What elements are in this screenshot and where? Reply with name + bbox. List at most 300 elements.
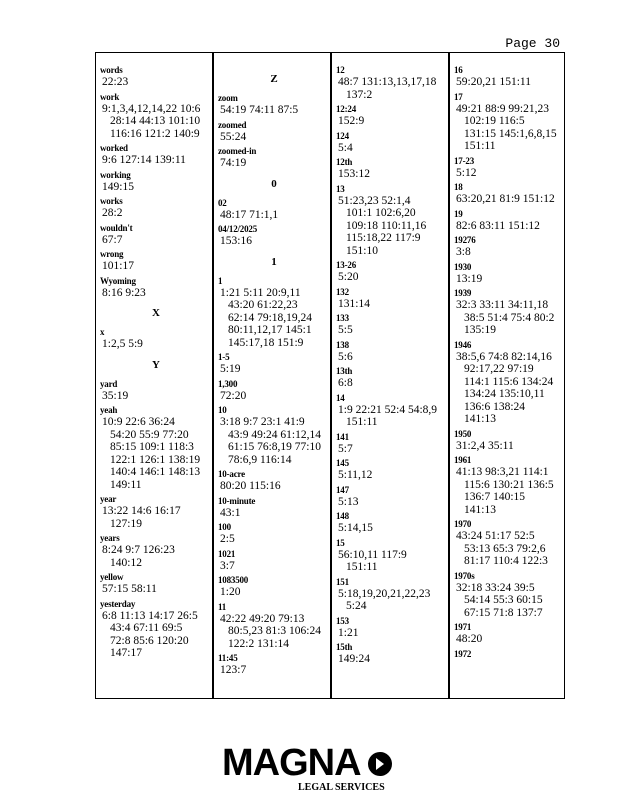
- ref-line: 9:1,3,4,12,14,22 10:6: [102, 102, 201, 115]
- ref-line: 114:1 115:6 134:24: [464, 375, 554, 388]
- ref-line: 1:9 22:21 52:4 54:8,9: [338, 403, 438, 416]
- index-entry: [336, 511, 448, 535]
- index-term: work: [100, 91, 120, 102]
- ref-line: 153:12: [338, 168, 370, 180]
- index-entry: [336, 616, 448, 640]
- index-term: 1961: [454, 455, 472, 465]
- ref-line: 32:18 33:24 39:5: [456, 581, 535, 594]
- index-refs: [336, 271, 448, 284]
- index-entry: [336, 642, 448, 666]
- index-refs: [218, 390, 330, 403]
- ref-line: 57:15 58:11: [102, 583, 157, 595]
- ref-line: 127:19: [110, 517, 142, 530]
- ref-line: 28:2: [102, 207, 123, 219]
- index-entry: [336, 157, 448, 181]
- index-term: year: [100, 494, 117, 504]
- ref-line: 115:6 130:21 136:5: [464, 478, 554, 491]
- ref-line: 122:1 126:1 138:19: [110, 453, 201, 466]
- section-letter: Y: [152, 358, 160, 371]
- index-term: words: [100, 65, 123, 75]
- index-refs: [454, 220, 564, 233]
- ref-line: 48:17 71:1,1: [220, 208, 279, 221]
- section-letter: 0: [271, 177, 277, 190]
- index-term: 10-acre: [218, 469, 245, 479]
- index-term: 100: [218, 522, 231, 532]
- index-term: 1970: [454, 519, 472, 529]
- index-refs: [218, 416, 330, 466]
- ref-line: 140:4 146:1 148:13: [110, 466, 201, 478]
- index-term: 13th: [336, 366, 353, 376]
- index-term: 17-23: [454, 155, 474, 166]
- ref-line: 101:17: [102, 260, 134, 272]
- index-entry: [336, 432, 448, 456]
- ref-line: 13:22 14:6 16:17: [102, 505, 181, 517]
- index-entry: [218, 224, 330, 248]
- ref-line: 22:23: [102, 76, 129, 88]
- index-refs: [100, 154, 212, 167]
- index-entry: [218, 602, 330, 651]
- index-term: yeah: [100, 405, 118, 415]
- ref-line: 1:21: [338, 626, 359, 639]
- ref-line: 123:7: [220, 664, 247, 676]
- ref-line: 115:18,22 117:9: [346, 232, 421, 244]
- arrow-circle-icon: [368, 752, 392, 776]
- ref-line: 9:6 127:14 139:11: [102, 154, 186, 166]
- index-entry: [100, 379, 212, 403]
- ref-line: 5:4: [338, 141, 353, 154]
- ref-line: 5:5: [338, 324, 353, 336]
- index-term: 145: [336, 458, 349, 468]
- index-term: 1970s: [454, 570, 475, 581]
- index-term: 11:45: [218, 653, 238, 663]
- index-refs: [454, 440, 564, 453]
- index-term: works: [100, 196, 123, 206]
- index-entry: [454, 571, 564, 620]
- ref-line: 147:17: [110, 647, 142, 659]
- index-term: 18: [454, 182, 463, 192]
- index-entry: [336, 366, 448, 390]
- ref-line: 136:6 138:24: [464, 400, 526, 413]
- index-term: 153: [336, 615, 349, 626]
- ref-line: 5:24: [346, 600, 367, 612]
- ref-line: 48:7 131:13,13,17,18: [338, 76, 437, 88]
- section-letter: 1: [271, 255, 277, 268]
- index-entry: [454, 182, 564, 206]
- ref-line: 3:8: [456, 246, 471, 258]
- index-column-1: [96, 53, 212, 698]
- ref-line: 149:24: [338, 653, 370, 665]
- index-refs: [100, 287, 212, 300]
- ref-line: 43:20 61:22,23: [228, 299, 298, 311]
- index-entry: [100, 599, 212, 660]
- index-term: 1939: [454, 288, 472, 298]
- ref-line: 53:13 65:3 79:2,6: [464, 542, 546, 555]
- index-entry: [336, 538, 448, 574]
- ref-line: 149:11: [110, 478, 142, 491]
- index-refs: [336, 496, 448, 509]
- index-refs: [454, 246, 564, 259]
- index-refs: [336, 627, 448, 640]
- index-refs: [218, 507, 330, 520]
- ref-line: 5:14,15: [338, 522, 373, 534]
- index-term: yellow: [100, 572, 124, 582]
- ref-line: 3:18 9:7 23:1 41:9: [220, 416, 305, 428]
- ref-line: 5:19: [220, 363, 241, 375]
- index-refs: [336, 76, 448, 101]
- ref-line: 54:14 55:3 60:15: [464, 594, 543, 606]
- ref-line: 5:20: [338, 271, 359, 283]
- index-refs: [336, 142, 448, 155]
- index-term: 16: [454, 65, 463, 75]
- index-entry: [100, 170, 212, 194]
- index-refs: [336, 443, 448, 456]
- ref-line: 13:19: [456, 272, 483, 285]
- index-refs: [100, 505, 212, 530]
- ref-line: 43:1: [220, 506, 241, 519]
- ref-line: 116:16 121:2 140:9: [110, 127, 200, 140]
- ref-line: 136:7 140:15: [464, 491, 526, 503]
- ref-line: 3:7: [220, 559, 235, 572]
- index-refs: [454, 167, 564, 180]
- index-term: 15: [336, 537, 345, 548]
- index-term: 138: [336, 339, 349, 350]
- index-term: 02: [218, 197, 227, 208]
- index-term: 1021: [218, 548, 236, 559]
- index-term: 147: [336, 484, 349, 495]
- index-refs: [218, 363, 330, 376]
- index-entry: [454, 288, 564, 337]
- ref-line: 28:14 44:13 101:10: [110, 115, 201, 127]
- ref-line: 80:5,23 81:3 106:24: [228, 625, 321, 637]
- index-entry: [218, 379, 330, 403]
- index-column-2: [212, 53, 330, 698]
- index-entry: [336, 393, 448, 429]
- ref-line: 6:8 11:13 14:17 26:5: [102, 609, 198, 622]
- index-entry: [336, 577, 448, 613]
- index-term: zoomed: [218, 119, 247, 130]
- index-refs: [218, 287, 330, 350]
- index-entry: [454, 622, 564, 646]
- index-entry: [100, 276, 212, 300]
- index-refs: [218, 664, 330, 677]
- index-column-3: [330, 53, 448, 698]
- index-refs: [218, 104, 330, 117]
- ref-line: 149:15: [102, 180, 134, 193]
- index-term: Wyoming: [100, 275, 136, 286]
- index-refs: [336, 469, 448, 482]
- index-refs: [336, 351, 448, 364]
- index-refs: [454, 273, 564, 286]
- index-refs: [100, 544, 212, 569]
- index-refs: [336, 298, 448, 311]
- ref-line: 41:13 98:3,21 114:1: [456, 466, 549, 478]
- logo-wordmark: MAGNA: [222, 742, 361, 784]
- index-entry: [218, 146, 330, 170]
- index-entry: [454, 649, 564, 660]
- index-entry: [454, 156, 564, 180]
- index-entry: [100, 533, 212, 569]
- index-term: 12:24: [336, 104, 356, 114]
- index-entry: [336, 65, 448, 101]
- index-entry: [100, 196, 212, 220]
- index-term: zoom: [218, 93, 238, 103]
- index-entry: [218, 522, 330, 546]
- ref-line: 135:19: [464, 324, 496, 336]
- index-term: working: [100, 169, 131, 180]
- index-refs: [100, 207, 212, 220]
- ref-line: 35:19: [102, 389, 129, 402]
- ref-line: 54:19 74:11 87:5: [220, 104, 299, 116]
- index-term: 141: [336, 431, 349, 442]
- ref-line: 1:21 5:11 20:9,11: [220, 286, 301, 299]
- ref-line: 134:24 135:10,11: [464, 388, 545, 400]
- index-refs: [218, 131, 330, 144]
- index-term: wrong: [100, 249, 124, 259]
- logo-subtext: LEGAL SERVICES: [298, 782, 385, 793]
- ref-line: 67:7: [102, 233, 123, 246]
- index-refs: [100, 234, 212, 247]
- index-term: 17: [454, 91, 463, 102]
- index-refs: [336, 377, 448, 390]
- index-refs: [336, 653, 448, 666]
- index-term: 1971: [454, 622, 472, 632]
- index-term: 1972: [454, 648, 472, 659]
- index-refs: [218, 157, 330, 170]
- index-entry: [100, 494, 212, 530]
- index-entry: [218, 276, 330, 350]
- index-entry: [454, 519, 564, 568]
- index-entry: [454, 455, 564, 516]
- index-refs: [218, 613, 330, 651]
- index-entry: [100, 92, 212, 141]
- index-entry: [454, 65, 564, 89]
- index-entry: [218, 549, 330, 573]
- ref-line: 153:16: [220, 235, 252, 247]
- index-entry: [100, 223, 212, 247]
- index-entry: [336, 104, 448, 128]
- index-entry: [218, 352, 330, 376]
- index-refs: [100, 610, 212, 660]
- ref-line: 102:19 116:5: [464, 115, 525, 127]
- index-term: 15th: [336, 642, 353, 652]
- index-term: yard: [100, 378, 118, 389]
- ref-line: 38:5,6 74:8 82:14,16: [456, 350, 552, 363]
- ref-line: 140:12: [110, 556, 142, 569]
- index-refs: [100, 338, 212, 351]
- ref-line: 151:11: [346, 416, 378, 428]
- index-term: 133: [336, 313, 349, 323]
- ref-line: 5:6: [338, 350, 353, 363]
- index-term: 12th: [336, 157, 353, 167]
- index-entry: [218, 575, 330, 599]
- index-term: 124: [336, 130, 349, 141]
- index-entry: [336, 313, 448, 337]
- index-term: years: [100, 533, 120, 543]
- index-term: 10-minute: [218, 495, 256, 506]
- index-term: 04/12/2025: [218, 224, 258, 234]
- index-refs: [100, 181, 212, 194]
- ref-line: 152:9: [338, 115, 365, 127]
- index-term: 11: [218, 601, 227, 612]
- index-entry: [100, 65, 212, 89]
- index-term: 1950: [454, 428, 472, 439]
- index-term: worked: [100, 143, 128, 153]
- ref-line: 1:2,5 5:9: [102, 338, 143, 350]
- index-refs: [100, 260, 212, 273]
- index-term: 1946: [454, 339, 472, 350]
- ref-line: 101:1 102:6,20: [346, 207, 416, 219]
- page-number: Page 30: [505, 36, 560, 51]
- ref-line: 43:4 67:11 69:5: [110, 622, 183, 634]
- index-entry: [454, 429, 564, 453]
- index-entry: [100, 572, 212, 596]
- ref-line: 1:20: [220, 586, 241, 598]
- ref-line: 151:11: [346, 561, 378, 573]
- ref-line: 151:11: [464, 140, 496, 152]
- index-refs: [218, 560, 330, 573]
- index-refs: [336, 115, 448, 128]
- index-entry: [218, 93, 330, 117]
- index-refs: [454, 193, 564, 206]
- ref-line: 59:20,21 151:11: [456, 76, 531, 88]
- index-term: 13-26: [336, 260, 356, 270]
- index-refs: [454, 466, 564, 516]
- index-entry: [336, 131, 448, 155]
- ref-line: 5:7: [338, 442, 353, 455]
- ref-line: 81:17 110:4 122:3: [464, 555, 548, 567]
- index-term: 1-5: [218, 352, 230, 362]
- index-refs: [454, 103, 564, 153]
- index-entry: [218, 120, 330, 144]
- index-entry: [218, 405, 330, 466]
- ref-line: 32:3 33:11 34:11,18: [456, 299, 549, 311]
- index-entry: [336, 184, 448, 258]
- index-refs: [454, 633, 564, 646]
- index-refs: [454, 351, 564, 426]
- index-term: 1,300: [218, 378, 238, 389]
- index-refs: [218, 235, 330, 248]
- ref-line: 131:15 145:1,6,8,15: [464, 127, 557, 140]
- index-term: 1: [218, 275, 223, 286]
- index-term: 14: [336, 392, 345, 403]
- index-refs: [336, 404, 448, 429]
- ref-line: 74:19: [220, 157, 247, 169]
- ref-line: 8:16 9:23: [102, 286, 146, 299]
- ref-line: 49:21 88:9 99:21,23: [456, 102, 549, 115]
- index-entry: [454, 235, 564, 259]
- ref-line: 72:20: [220, 389, 247, 402]
- ref-line: 80:20 115:16: [220, 480, 281, 492]
- ref-line: 82:6 83:11 151:12: [456, 219, 540, 232]
- ref-line: 5:12: [456, 166, 477, 179]
- ref-line: 43:9 49:24 61:12,14: [228, 428, 321, 441]
- ref-line: 145:17,18 151:9: [228, 336, 304, 349]
- index-refs: [100, 390, 212, 403]
- index-box: [95, 52, 565, 699]
- ref-line: 63:20,21 81:9 151:12: [456, 193, 555, 205]
- index-refs: [454, 76, 564, 89]
- ref-line: 54:20 55:9 77:20: [110, 428, 189, 441]
- index-refs: [454, 299, 564, 337]
- index-entry: [336, 458, 448, 482]
- ref-line: 5:18,19,20,21,22,23: [338, 587, 431, 600]
- ref-line: 6:8: [338, 377, 353, 389]
- index-term: wouldn't: [100, 222, 133, 233]
- index-refs: [100, 583, 212, 596]
- ref-line: 2:5: [220, 533, 235, 545]
- ref-line: 43:24 51:17 52:5: [456, 530, 535, 542]
- index-term: 19276: [454, 235, 476, 245]
- index-refs: [100, 416, 212, 491]
- ref-line: 8:24 9:7 126:23: [102, 544, 175, 556]
- index-entry: [336, 485, 448, 509]
- index-term: 148: [336, 511, 349, 521]
- index-refs: [218, 480, 330, 493]
- index-refs: [336, 522, 448, 535]
- ref-line: 131:14: [338, 297, 370, 310]
- index-term: 12: [336, 65, 345, 75]
- index-column-4: [448, 53, 564, 698]
- ref-line: 61:15 76:8,19 77:10: [228, 441, 321, 453]
- index-entry: [218, 496, 330, 520]
- ref-line: 141:13: [464, 503, 496, 516]
- index-entry: [454, 209, 564, 233]
- ref-line: 5:13: [338, 495, 359, 508]
- index-entry: [454, 92, 564, 153]
- index-term: 1930: [454, 261, 472, 272]
- index-term: 10: [218, 405, 227, 415]
- index-entry: [100, 143, 212, 167]
- index-entry: [218, 653, 330, 677]
- index-term: 19: [454, 208, 463, 219]
- ref-line: 78:6,9 116:14: [228, 453, 292, 466]
- ref-line: 141:13: [464, 413, 496, 425]
- index-entry: [218, 469, 330, 493]
- index-term: 13: [336, 183, 345, 194]
- index-refs: [454, 582, 564, 620]
- ref-line: 38:5 51:4 75:4 80:2: [464, 311, 555, 324]
- index-entry: [454, 340, 564, 426]
- index-refs: [454, 530, 564, 568]
- ref-line: 56:10,11 117:9: [338, 548, 407, 561]
- index-refs: [100, 76, 212, 89]
- ref-line: 48:20: [456, 633, 483, 645]
- index-entry: [336, 287, 448, 311]
- ref-line: 80:11,12,17 145:1: [228, 324, 312, 336]
- index-term: x: [100, 327, 105, 337]
- ref-line: 137:2: [346, 88, 373, 101]
- index-refs: [218, 586, 330, 599]
- ref-line: 55:24: [220, 130, 247, 143]
- index-refs: [336, 195, 448, 258]
- ref-line: 72:8 85:6 120:20: [110, 634, 189, 647]
- index-refs: [336, 324, 448, 337]
- index-refs: [218, 533, 330, 546]
- index-entry: [336, 340, 448, 364]
- index-entry: [218, 198, 330, 222]
- index-term: 132: [336, 286, 349, 297]
- index-entry: [454, 262, 564, 286]
- index-refs: [336, 549, 448, 574]
- index-refs: [336, 588, 448, 613]
- index-refs: [336, 168, 448, 181]
- ref-line: 42:22 49:20 79:13: [220, 612, 305, 625]
- section-letter: Z: [270, 73, 278, 85]
- ref-line: 67:15 71:8 137:7: [464, 606, 543, 619]
- ref-line: 62:14 79:18,19,24: [228, 311, 313, 324]
- ref-line: 109:18 110:11,16: [346, 219, 427, 232]
- ref-line: 51:23,23 52:1,4: [338, 194, 411, 207]
